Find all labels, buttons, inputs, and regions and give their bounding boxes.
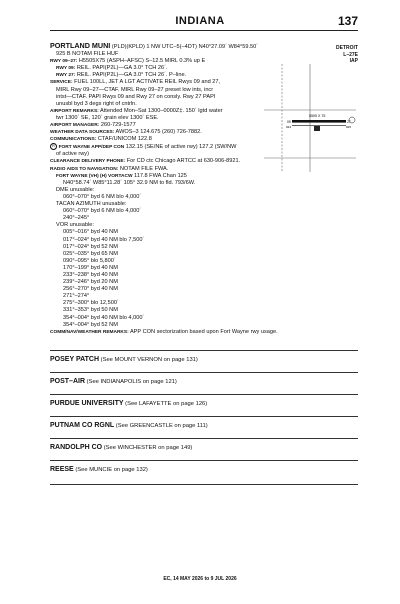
detail-label: COMMUNICATIONS:: [50, 137, 97, 143]
airport-diagram: [262, 62, 358, 174]
cross-reference-name: PUTNAM CO RGNL: [50, 422, 115, 429]
cross-reference-see: (See WINCHESTER on page 149): [103, 445, 193, 451]
apron: [314, 126, 320, 131]
diagram-elev-right: 925: [346, 125, 352, 129]
detail-text: TACAN AZIMUTH unusable:: [56, 201, 127, 208]
detail-text: 060°–070° byd 6 NM blo 4,000´: [63, 208, 142, 215]
cross-reference: [50, 400, 358, 407]
diagram-rwy-09: 09: [287, 120, 291, 124]
detail-text: 132.15 (SE/NE of active rwy) 127.2 (SW/NW: [124, 144, 237, 151]
detail-text: MIRL Rwy 09–27—CTAF. MIRL Rwy 09–27 preset low ints, incr: [56, 86, 214, 93]
detail-text: unusbl byd 3 degs right of cntrln.: [56, 100, 137, 107]
detail-text: 117.8 FWA Chan 125: [132, 172, 187, 179]
airport-detail-line: [50, 315, 358, 322]
cross-reference-see: (See MOUNT VERNON on page 131): [100, 357, 198, 363]
detail-label: WEATHER DATA SOURCES:: [50, 130, 115, 136]
airport-detail-line: [50, 251, 358, 258]
detail-text: Attended Mon–Sat 1300–0000Z‡. 150´ lgtd water: [98, 107, 223, 114]
detail-label: RADIO AIDS TO NAVIGATION:: [50, 166, 119, 172]
runway-09-27: [292, 120, 346, 123]
section-separator: [50, 438, 358, 439]
cross-reference-name: RANDOLPH CO: [50, 444, 103, 451]
chart-ref-sectional: DETROIT: [336, 45, 358, 51]
detail-text: 060°–070° byd 6 NM blo 4,000´: [63, 193, 142, 200]
page-number: 137: [337, 14, 358, 28]
airport-detail-line: [50, 201, 358, 208]
header-rule: [50, 30, 358, 31]
effective-date: EC, 14 MAY 2026 to 9 JUL 2026: [163, 576, 237, 582]
airport-detail-line: [50, 222, 358, 229]
cross-reference-name: POSEY PATCH: [50, 356, 100, 363]
detail-text: 256°–270° byd 40 NM: [63, 286, 118, 293]
diagram-elev-left: 924: [286, 125, 292, 129]
detail-text: 331°–353° byd 50 NM: [63, 307, 118, 314]
airport-name: PORTLAND MUNI: [50, 41, 111, 50]
detail-label: FORT WAYNE (VH) (H) VORTACW: [56, 173, 133, 179]
detail-text: 005°–016° byd 40 NM: [63, 229, 118, 236]
section-separator: [50, 484, 358, 485]
detail-text: AWOS–3 124.675 (260) 726-7882.: [114, 129, 202, 136]
detail-label: AIRPORT REMARKS:: [50, 108, 99, 114]
detail-text: 260-729-1577: [99, 122, 136, 129]
cross-reference: [50, 356, 358, 363]
detail-text: For CD ctc Chicago ARTCC at 630-906-8921.: [125, 158, 241, 165]
radar-symbol-icon: R: [50, 143, 57, 150]
chart-ref-enroute: L–27E: [343, 51, 358, 58]
detail-text: N40°58.74´ W85°11.28´ 105° 32.9 NM to fld. 793/6W.: [63, 179, 196, 186]
section-separator: [50, 460, 358, 461]
airport-detail-line: [50, 265, 358, 272]
airport-detail-line: [50, 237, 358, 244]
chart-ref-iap: IAP: [349, 58, 358, 65]
airport-detail-line: [50, 194, 358, 201]
detail-label: AIRPORT MANAGER:: [50, 123, 100, 129]
cross-reference: [50, 444, 358, 451]
cross-reference-see: (See LAFAYETTE on page 126): [125, 401, 208, 407]
detail-text: REIL. PAPI(P2L)—GA 3.0° TCH 26´.: [75, 65, 168, 72]
diagram-rwy-27: 27: [347, 120, 351, 124]
airport-detail-line: [50, 180, 358, 187]
airport-detail-line: [50, 293, 358, 300]
detail-text: 354°–004° byd 52 NM: [63, 321, 118, 328]
section-separator: [50, 350, 358, 351]
diagram-runway-label: 5505 X 75: [309, 114, 326, 118]
detail-text: 090°–095° blo 5,800´: [63, 257, 116, 264]
cross-reference-see: (See MUNCIE on page 132): [75, 467, 148, 473]
section-separator: [50, 416, 358, 417]
detail-text: intst—CTAF. PAPI Rwys 09 and Rwy 27 on consly. Rwy 27 PAPI: [56, 93, 216, 100]
state-heading: INDIANA: [175, 15, 225, 27]
airport-identifiers: (PLD)(KPLD) 1 NW UTC–5(–4DT) N40°27.09´ W84°59.50´: [111, 44, 259, 50]
section-separator: [50, 372, 358, 373]
airport-detail-line: [50, 286, 358, 293]
detail-label: RWY 09–27:: [50, 59, 78, 65]
cross-reference-name: PURDUE UNIVERSITY: [50, 400, 124, 407]
section-separator: [50, 394, 358, 395]
airport-detail-line: [50, 279, 358, 286]
parallel-taxiway: [292, 125, 346, 126]
airport-detail-line: [50, 258, 358, 265]
detail-text: 025°–035° byd 65 NM: [63, 250, 118, 257]
airport-detail-line: [50, 244, 358, 251]
detail-label: RWY 27:: [56, 73, 76, 79]
airport-line-1: [50, 42, 358, 51]
detail-text: 275°–300° blo 12,500´: [63, 300, 119, 307]
airport-detail-line: [50, 300, 358, 307]
detail-text: FUEL 100LL, JET A LGT ACTIVATE REIL Rwys 09 and 27,: [72, 79, 221, 86]
detail-text: 271°–274°: [63, 293, 90, 300]
detail-text: 233°–238° byd 40 NM: [63, 271, 118, 278]
cross-reference-see: (See INDIANAPOLIS on page 121): [86, 379, 177, 385]
detail-text: VOR unusable:: [56, 222, 94, 229]
cross-reference-name: REESE: [50, 466, 74, 473]
airport-detail-line: [50, 329, 358, 336]
detail-label: CLEARANCE DELIVERY PHONE:: [50, 159, 126, 165]
detail-text: 354°–004° byd 40 NM blo 4,000´: [63, 314, 145, 321]
detail-label: SERVICE:: [50, 80, 73, 86]
detail-text: REIL. PAPI(P2L)—GA 3.0° TCH 26´. P–line.: [75, 72, 187, 79]
airport-detail-line: [50, 272, 358, 279]
cross-reference: [50, 378, 358, 385]
detail-text: twr 1300´ SE, 120´ grain elev 1300´ ESE.: [56, 114, 159, 121]
detail-text: 017°–024° byd 40 NM blo 7,500´: [63, 236, 145, 243]
detail-label: COMM/NAV/WEATHER REMARKS:: [50, 329, 129, 335]
cross-reference: [50, 422, 358, 429]
detail-label: FORT WAYNE APP/DEP CON: [58, 145, 125, 151]
airport-detail-line: [50, 322, 358, 329]
airport-detail-line: [50, 229, 358, 236]
detail-text: 239°–246° byd 20 NM: [63, 279, 118, 286]
detail-text: H5505X75 (ASPH–AFSC) S–12.5 MIRL 0.3% up E: [77, 58, 206, 65]
airport-detail-line: [50, 208, 358, 215]
detail-text: NOTAM FILE FWA.: [118, 165, 169, 172]
detail-text: CTAF/UNICOM 122.8: [96, 136, 152, 143]
airport-detail-line: [50, 187, 358, 194]
detail-text: 170°–199° byd 40 NM: [63, 264, 118, 271]
detail-text: DME unusable:: [56, 186, 95, 193]
airport-line-2: 925 B NOTAM FILE HUF: [56, 51, 119, 58]
cross-reference-name: POST–AIR: [50, 378, 86, 385]
airport-detail-line: [50, 215, 358, 222]
cross-reference: [50, 466, 358, 473]
detail-text: 017°–024° byd 52 NM: [63, 243, 118, 250]
detail-label: RWY 09:: [56, 66, 76, 72]
cross-reference-see: (See GREENCASTLE on page 111): [115, 423, 208, 429]
detail-text: of active rwy): [56, 151, 89, 158]
detail-text: 240°–245°: [63, 215, 90, 222]
detail-text: APP CON sectorization based upon Fort Wayne rwy usage.: [128, 328, 278, 335]
airport-detail-line: [50, 307, 358, 314]
